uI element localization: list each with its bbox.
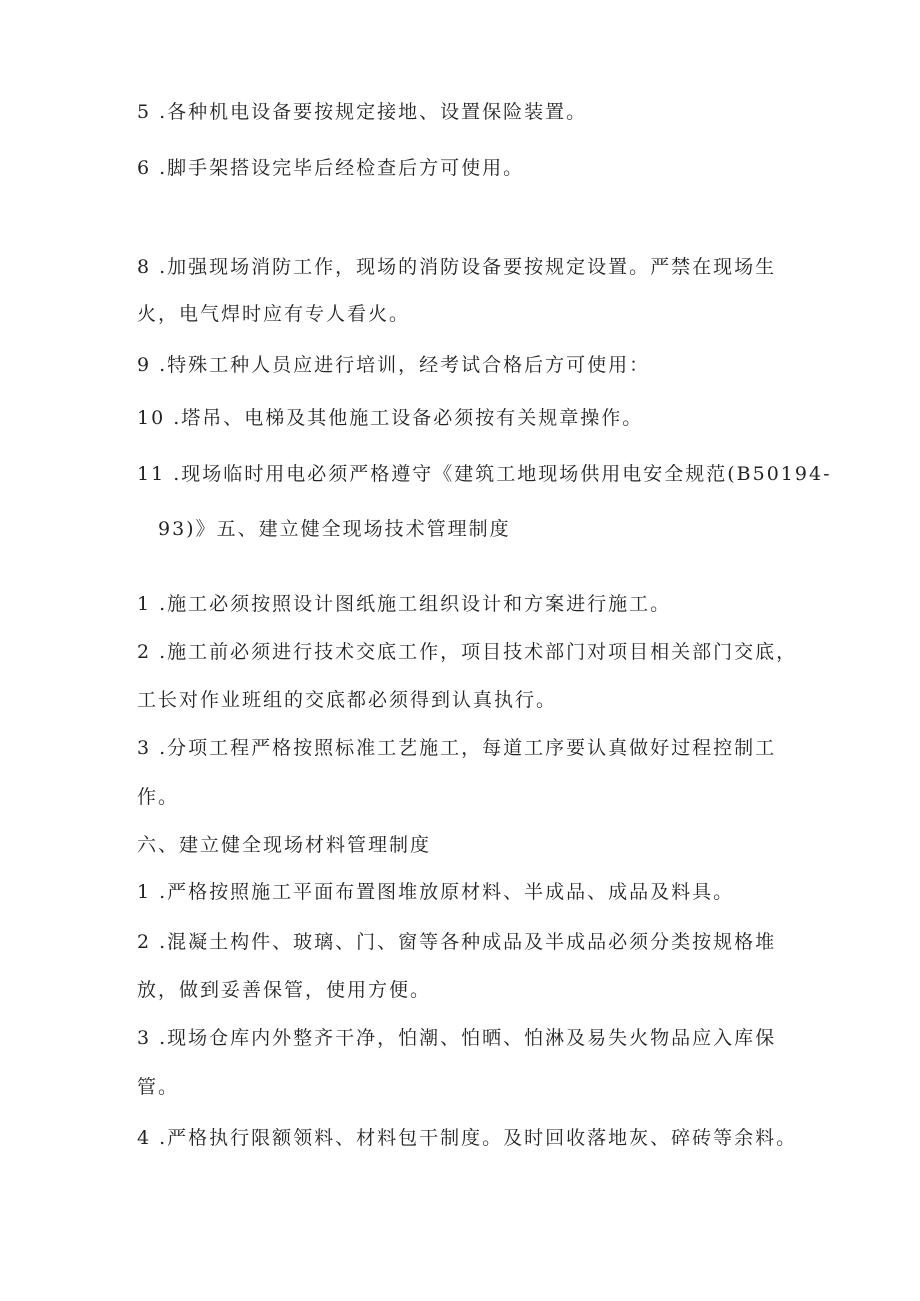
text-line: 2 .混凝土构件、玻璃、门、窗等各种成品及半成品必须分类按规格堆 [137,931,777,953]
text-line: 工长对作业班组的交底都必须得到认真执行。 [137,689,558,711]
text-line: 放，做到妥善保管，使用方便。 [137,979,432,1001]
text-line: 10 .塔吊、电梯及其他施工设备必须按有关规章操作。 [137,407,644,429]
text-line: 1 .严格按照施工平面布置图堆放原材料、半成品、成品及料具。 [137,881,735,903]
text-line: 3 .分项工程严格按照标准工艺施工，每道工序要认真做好过程控制工 [137,737,777,759]
text-line: 3 .现场仓库内外整齐干净，怕潮、怕晒、怕淋及易失火物品应入库保 [137,1027,777,1049]
section-heading: 93)》五、建立健全现场技术管理制度 [158,518,511,540]
text-line: 作。 [137,786,180,808]
text-line: 4 .严格执行限额领料、材料包干制度。及时回收落地灰、碎砖等余料。 [137,1127,798,1149]
text-line: 6 .脚手架搭设完毕后经检查后方可使用。 [137,157,525,179]
text-line: 11 .现场临时用电必须严格遵守《建筑工地现场供用电安全规范(B50194- [137,463,832,485]
text-line: 2 .施工前必须进行技术交底工作，项目技术部门对项目相关部门交底， [137,641,798,663]
text-line: 管。 [137,1076,180,1098]
text-line: 火，电气焊时应有专人看火。 [137,303,411,325]
section-heading: 六、建立健全现场材料管理制度 [137,834,432,856]
text-line: 8 .加强现场消防工作，现场的消防设备要按规定设置。严禁在现场生 [137,256,777,278]
text-line: 5 .各种机电设备要按规定接地、设置保险装置。 [137,101,588,123]
text-line: 1 .施工必须按照设计图纸施工组织设计和方案进行施工。 [137,593,672,615]
text-line: 9 .特殊工种人员应进行培训，经考试合格后方可使用： [137,354,651,376]
